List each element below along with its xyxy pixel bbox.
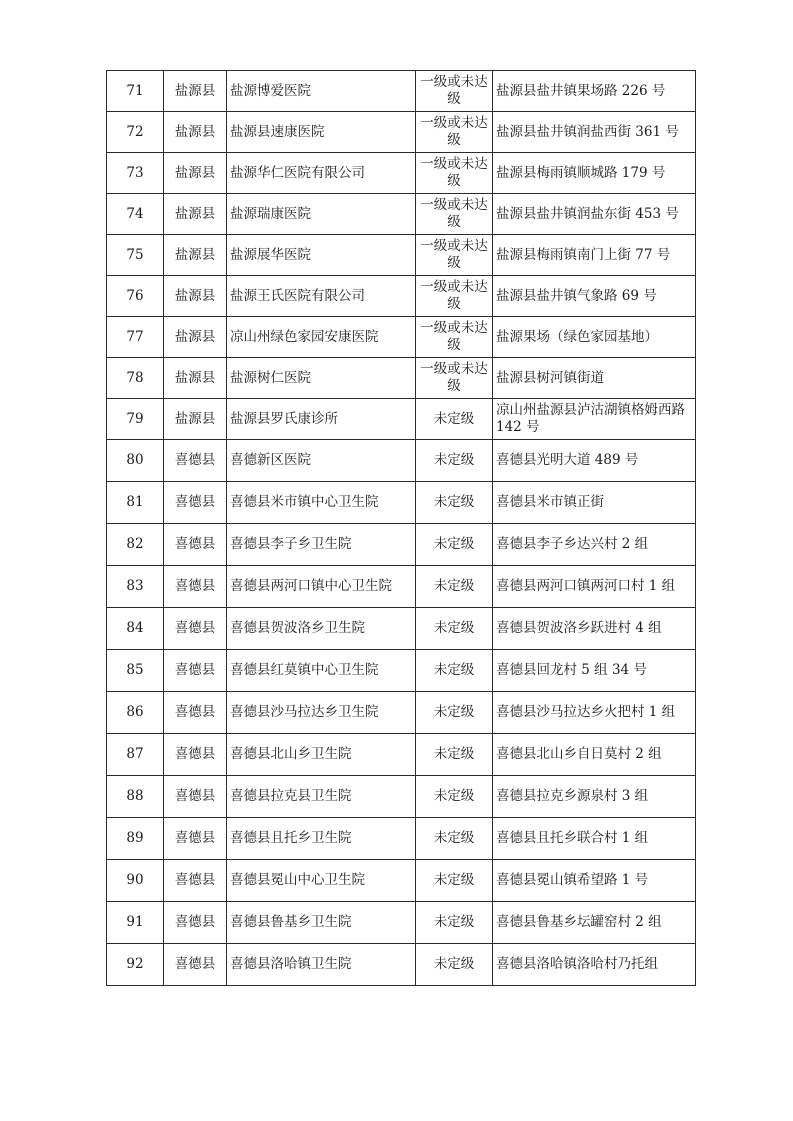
address-cell: 盐源县梅雨镇南门上街 77 号 bbox=[493, 235, 696, 276]
county-cell: 盐源县 bbox=[164, 399, 227, 440]
hospital-name-cell: 喜德县沙马拉达乡卫生院 bbox=[227, 692, 416, 734]
hospital-name-cell: 盐源博爱医院 bbox=[227, 71, 416, 112]
row-number: 85 bbox=[107, 650, 164, 692]
table-row bbox=[107, 440, 696, 482]
address-cell: 喜德县李子乡达兴村 2 组 bbox=[493, 524, 696, 566]
address-cell: 喜德县冕山镇希望路 1 号 bbox=[493, 860, 696, 902]
address-cell: 喜德县光明大道 489 号 bbox=[493, 440, 696, 482]
hospital-name-cell: 喜德县李子乡卫生院 bbox=[227, 524, 416, 566]
county-cell: 盐源县 bbox=[164, 235, 227, 276]
level-cell: 未定级 bbox=[416, 399, 493, 440]
hospital-name-cell: 喜德县洛哈镇卫生院 bbox=[227, 944, 416, 986]
county-cell: 喜德县 bbox=[164, 902, 227, 944]
county-cell: 喜德县 bbox=[164, 734, 227, 776]
table-row bbox=[107, 235, 696, 276]
address-cell: 喜德县北山乡自日莫村 2 组 bbox=[493, 734, 696, 776]
level-cell: 一级或未达级 bbox=[416, 276, 493, 317]
level-cell: 未定级 bbox=[416, 566, 493, 608]
row-number: 83 bbox=[107, 566, 164, 608]
table-row bbox=[107, 317, 696, 358]
county-cell: 盐源县 bbox=[164, 276, 227, 317]
table-row bbox=[107, 944, 696, 986]
level-cell: 一级或未达级 bbox=[416, 317, 493, 358]
county-cell: 喜德县 bbox=[164, 692, 227, 734]
table-row bbox=[107, 860, 696, 902]
county-cell: 喜德县 bbox=[164, 482, 227, 524]
row-number: 84 bbox=[107, 608, 164, 650]
county-cell: 盐源县 bbox=[164, 317, 227, 358]
address-cell: 凉山州盐源县泸沽湖镇格姆西路 142 号 bbox=[493, 399, 696, 440]
address-cell: 盐源县盐井镇果场路 226 号 bbox=[493, 71, 696, 112]
hospital-name-cell: 盐源瑞康医院 bbox=[227, 194, 416, 235]
row-number: 75 bbox=[107, 235, 164, 276]
row-number: 82 bbox=[107, 524, 164, 566]
county-cell: 喜德县 bbox=[164, 776, 227, 818]
level-cell: 未定级 bbox=[416, 692, 493, 734]
level-cell: 一级或未达级 bbox=[416, 153, 493, 194]
row-number: 80 bbox=[107, 440, 164, 482]
hospital-name-cell: 喜德县北山乡卫生院 bbox=[227, 734, 416, 776]
table-row bbox=[107, 153, 696, 194]
row-number: 81 bbox=[107, 482, 164, 524]
level-cell: 未定级 bbox=[416, 734, 493, 776]
table-row bbox=[107, 276, 696, 317]
row-number: 71 bbox=[107, 71, 164, 112]
hospital-name-cell: 喜德县且托乡卫生院 bbox=[227, 818, 416, 860]
level-cell: 未定级 bbox=[416, 524, 493, 566]
row-number: 72 bbox=[107, 112, 164, 153]
hospital-name-cell: 盐源县速康医院 bbox=[227, 112, 416, 153]
address-cell: 喜德县贺波洛乡跃进村 4 组 bbox=[493, 608, 696, 650]
row-number: 89 bbox=[107, 818, 164, 860]
table-row bbox=[107, 902, 696, 944]
level-cell: 未定级 bbox=[416, 818, 493, 860]
county-cell: 喜德县 bbox=[164, 860, 227, 902]
row-number: 91 bbox=[107, 902, 164, 944]
level-cell: 未定级 bbox=[416, 440, 493, 482]
level-cell: 一级或未达级 bbox=[416, 235, 493, 276]
address-cell: 盐源果场（绿色家园基地） bbox=[493, 317, 696, 358]
row-number: 88 bbox=[107, 776, 164, 818]
row-number: 90 bbox=[107, 860, 164, 902]
address-cell: 盐源县梅雨镇顺城路 179 号 bbox=[493, 153, 696, 194]
county-cell: 喜德县 bbox=[164, 440, 227, 482]
address-cell: 喜德县回龙村 5 组 34 号 bbox=[493, 650, 696, 692]
county-cell: 喜德县 bbox=[164, 566, 227, 608]
hospital-name-cell: 喜德县米市镇中心卫生院 bbox=[227, 482, 416, 524]
level-cell: 一级或未达级 bbox=[416, 358, 493, 399]
hospital-table bbox=[106, 70, 696, 986]
row-number: 86 bbox=[107, 692, 164, 734]
table-row bbox=[107, 71, 696, 112]
county-cell: 喜德县 bbox=[164, 608, 227, 650]
address-cell: 喜德县洛哈镇洛哈村乃托组 bbox=[493, 944, 696, 986]
level-cell: 一级或未达级 bbox=[416, 71, 493, 112]
row-number: 87 bbox=[107, 734, 164, 776]
row-number: 79 bbox=[107, 399, 164, 440]
address-cell: 盐源县盐井镇润盐西街 361 号 bbox=[493, 112, 696, 153]
county-cell: 盐源县 bbox=[164, 71, 227, 112]
county-cell: 喜德县 bbox=[164, 650, 227, 692]
level-cell: 一级或未达级 bbox=[416, 112, 493, 153]
hospital-name-cell: 喜德县鲁基乡卫生院 bbox=[227, 902, 416, 944]
hospital-name-cell: 盐源王氏医院有限公司 bbox=[227, 276, 416, 317]
table-row bbox=[107, 734, 696, 776]
county-cell: 喜德县 bbox=[164, 818, 227, 860]
level-cell: 一级或未达级 bbox=[416, 194, 493, 235]
hospital-name-cell: 盐源展华医院 bbox=[227, 235, 416, 276]
hospital-name-cell: 凉山州绿色家园安康医院 bbox=[227, 317, 416, 358]
county-cell: 盐源县 bbox=[164, 153, 227, 194]
level-cell: 未定级 bbox=[416, 650, 493, 692]
address-cell: 喜德县两河口镇两河口村 1 组 bbox=[493, 566, 696, 608]
level-cell: 未定级 bbox=[416, 944, 493, 986]
table-row bbox=[107, 776, 696, 818]
county-cell: 盐源县 bbox=[164, 358, 227, 399]
table-row bbox=[107, 358, 696, 399]
table-row bbox=[107, 112, 696, 153]
address-cell: 喜德县且托乡联合村 1 组 bbox=[493, 818, 696, 860]
hospital-name-cell: 盐源县罗氏康诊所 bbox=[227, 399, 416, 440]
address-cell: 盐源县盐井镇气象路 69 号 bbox=[493, 276, 696, 317]
table-row bbox=[107, 194, 696, 235]
table-row bbox=[107, 608, 696, 650]
table-row bbox=[107, 818, 696, 860]
address-cell: 喜德县米市镇正街 bbox=[493, 482, 696, 524]
address-cell: 喜德县鲁基乡坛罐窑村 2 组 bbox=[493, 902, 696, 944]
row-number: 74 bbox=[107, 194, 164, 235]
row-number: 77 bbox=[107, 317, 164, 358]
row-number: 76 bbox=[107, 276, 164, 317]
row-number: 92 bbox=[107, 944, 164, 986]
address-cell: 喜德县沙马拉达乡火把村 1 组 bbox=[493, 692, 696, 734]
hospital-name-cell: 喜德县红莫镇中心卫生院 bbox=[227, 650, 416, 692]
county-cell: 盐源县 bbox=[164, 112, 227, 153]
address-cell: 盐源县盐井镇润盐东街 453 号 bbox=[493, 194, 696, 235]
table-row bbox=[107, 566, 696, 608]
level-cell: 未定级 bbox=[416, 482, 493, 524]
level-cell: 未定级 bbox=[416, 860, 493, 902]
county-cell: 盐源县 bbox=[164, 194, 227, 235]
table-row bbox=[107, 399, 696, 440]
hospital-name-cell: 喜德县拉克县卫生院 bbox=[227, 776, 416, 818]
hospital-name-cell: 盐源树仁医院 bbox=[227, 358, 416, 399]
county-cell: 喜德县 bbox=[164, 524, 227, 566]
table-row bbox=[107, 650, 696, 692]
address-cell: 盐源县树河镇街道 bbox=[493, 358, 696, 399]
hospital-name-cell: 喜德县冕山中心卫生院 bbox=[227, 860, 416, 902]
address-cell: 喜德县拉克乡源泉村 3 组 bbox=[493, 776, 696, 818]
level-cell: 未定级 bbox=[416, 902, 493, 944]
table-row bbox=[107, 692, 696, 734]
table-row bbox=[107, 482, 696, 524]
hospital-name-cell: 盐源华仁医院有限公司 bbox=[227, 153, 416, 194]
hospital-name-cell: 喜德县贺波洛乡卫生院 bbox=[227, 608, 416, 650]
hospital-name-cell: 喜德新区医院 bbox=[227, 440, 416, 482]
hospital-name-cell: 喜德县两河口镇中心卫生院 bbox=[227, 566, 416, 608]
row-number: 78 bbox=[107, 358, 164, 399]
county-cell: 喜德县 bbox=[164, 944, 227, 986]
row-number: 73 bbox=[107, 153, 164, 194]
level-cell: 未定级 bbox=[416, 776, 493, 818]
table-row bbox=[107, 524, 696, 566]
level-cell: 未定级 bbox=[416, 608, 493, 650]
